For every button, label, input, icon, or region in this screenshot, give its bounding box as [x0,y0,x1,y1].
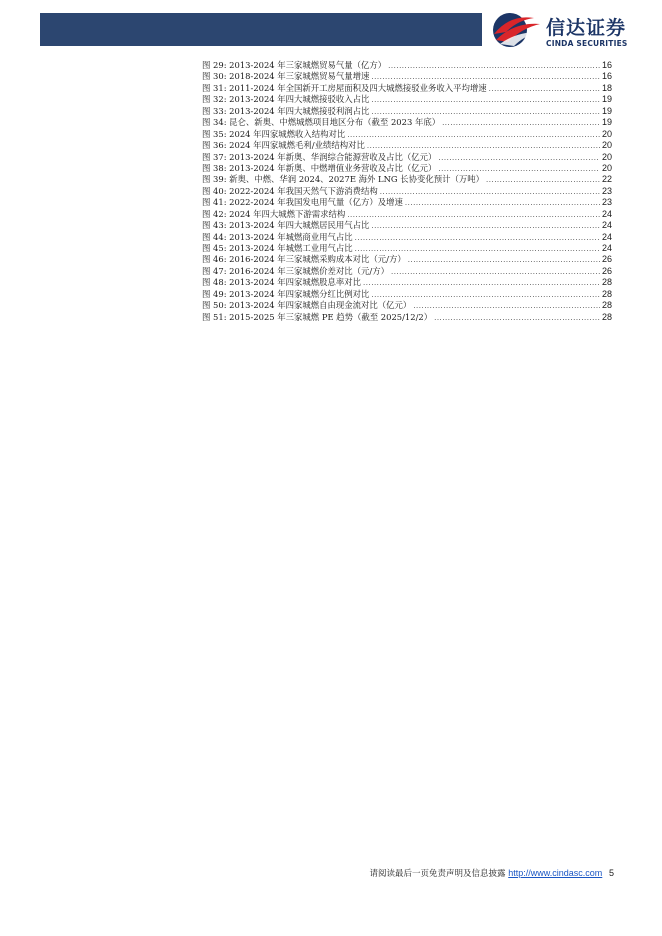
toc-entry-page: 20 [601,128,612,139]
toc-leader-dots [489,84,600,95]
toc-entry-label: 图 39: 新奥、中燃、华润 2024、2027E 海外 LNG 长协变化预计（万吨） [202,174,485,185]
logo-chinese-name: 信达证券 [546,17,627,39]
toc-entry-page: 19 [601,117,612,128]
toc-entry-label: 图 34: 昆仑、新奥、中燃城燃项目地区分布（截至 2023 年底） [202,117,441,128]
toc-entry[interactable] [202,71,612,82]
toc-entry-label: 图 50: 2013-2024 年四家城燃自由现金流对比（亿元） [202,300,412,311]
toc-entry-page: 18 [601,82,612,93]
toc-entry-page: 23 [601,197,612,208]
toc-entry[interactable] [202,220,612,231]
toc-entry-label: 图 29: 2013-2024 年三家城燃贸易气量（亿方） [202,60,387,70]
toc-leader-dots [371,221,600,232]
toc-entry-label: 图 31: 2011-2024 年全国新开工房屋面积及四大城燃接驳业务收入平均增速 [202,82,487,93]
footer-website-link[interactable]: http://www.cindasc.com [508,868,603,878]
toc-entry[interactable] [202,83,612,94]
toc-entry[interactable] [202,266,612,277]
toc-entry[interactable] [202,232,612,243]
toc-entry[interactable] [202,254,612,265]
toc-entry-label: 图 30: 2018-2024 年三家城燃贸易气量增速 [202,71,370,82]
toc-entry-page: 16 [601,71,612,82]
toc-entry-page: 22 [601,174,612,185]
toc-leader-dots [371,95,600,106]
toc-leader-dots [347,210,600,221]
toc-leader-dots [405,198,600,209]
toc-leader-dots [363,278,600,289]
toc-entry-page: 26 [601,254,612,265]
toc-entry-label: 图 47: 2016-2024 年三家城燃价差对比（元/方） [202,265,389,276]
toc-entry-label: 图 45: 2013-2024 年城燃工业用气占比 [202,243,353,253]
toc-entry-label: 图 40: 2022-2024 年我国天然气下游消费结构 [202,185,378,196]
toc-entry-label: 图 41: 2022-2024 年我国发电用气量（亿方）及增速 [202,197,403,208]
toc-entry-label: 图 36: 2024 年四家城燃毛利/业绩结构对比 [202,140,365,151]
toc-entry[interactable] [202,163,612,174]
toc-entry[interactable] [202,312,612,323]
toc-entry-page: 24 [601,231,612,242]
footer-disclaimer: 请阅读最后一页免责声明及信息披露 [369,869,506,879]
toc-entry[interactable] [202,94,612,105]
toc-entry[interactable] [202,140,612,151]
toc-entry-page: 20 [601,140,612,151]
toc-entry-page: 28 [601,300,612,311]
toc-entry-page: 19 [601,105,612,116]
toc-entry-page: 24 [601,220,612,231]
toc-entry-page: 16 [601,60,612,70]
toc-entry-label: 图 48: 2013-2024 年四家城燃股息率对比 [202,277,362,288]
toc-leader-dots [413,301,600,312]
header-bar [40,13,482,46]
toc-entry-label: 图 43: 2013-2024 年四大城燃居民用气占比 [202,220,370,231]
toc-entry[interactable] [202,60,612,71]
page-number: 5 [608,868,614,878]
toc-entry-label: 图 44: 2013-2024 年城燃商业用气占比 [202,231,353,242]
toc-entry-label: 图 51: 2015-2025 年三家城燃 PE 趋势（截至 2025/12/2） [202,311,433,322]
toc-entry[interactable] [202,106,612,117]
logo-english-name: CINDA SECURITIES [546,39,628,48]
toc-leader-dots [486,175,600,186]
toc-leader-dots [388,61,600,72]
toc-entry-page: 20 [601,162,612,173]
toc-leader-dots [442,118,600,129]
toc-entry-page: 19 [601,94,612,105]
page-footer [370,867,614,879]
toc-entry-label: 图 32: 2013-2024 年四大城燃接驳收入占比 [202,94,370,105]
toc-entry[interactable] [202,277,612,288]
toc-entry[interactable] [202,117,612,128]
cinda-logo [488,8,648,52]
toc-entry-page: 24 [601,208,612,219]
toc-entry-label: 图 33: 2013-2024 年四大城燃接驳利润占比 [202,105,370,116]
toc-leader-dots [380,187,600,198]
toc-entry[interactable] [202,186,612,197]
toc-leader-dots [347,130,600,141]
toc-entry[interactable] [202,174,612,185]
toc-entry[interactable] [202,129,612,140]
toc-entry-page: 20 [601,151,612,162]
toc-entry-label: 图 38: 2013-2024 年新奥、中燃增值业务营收及占比（亿元） [202,162,437,173]
toc-leader-dots [408,255,600,266]
toc-entry-page: 23 [601,185,612,196]
figure-index-list [202,60,612,323]
toc-entry-label: 图 37: 2013-2024 年新奥、华润综合能源营收及占比（亿元） [202,151,437,162]
toc-entry[interactable] [202,152,612,163]
toc-entry-page: 28 [601,311,612,322]
toc-leader-dots [355,233,600,244]
toc-entry-label: 图 35: 2024 年四家城燃收入结构对比 [202,128,346,139]
toc-leader-dots [434,313,600,324]
toc-entry-page: 28 [601,288,612,299]
toc-leader-dots [391,267,600,278]
toc-entry-label: 图 49: 2013-2024 年四家城燃分红比例对比 [202,288,370,299]
toc-entry-page: 26 [601,265,612,276]
toc-entry-label: 图 46: 2016-2024 年三家城燃采购成本对比（元/方） [202,254,406,265]
toc-entry[interactable] [202,300,612,311]
cinda-logo-icon [488,10,542,50]
toc-entry[interactable] [202,243,612,254]
toc-entry-page: 28 [601,277,612,288]
toc-entry-label: 图 42: 2024 年四大城燃下游需求结构 [202,208,346,219]
toc-leader-dots [438,153,600,164]
toc-entry[interactable] [202,289,612,300]
toc-entry[interactable] [202,197,612,208]
toc-entry-page: 24 [601,243,612,253]
toc-entry[interactable] [202,209,612,220]
